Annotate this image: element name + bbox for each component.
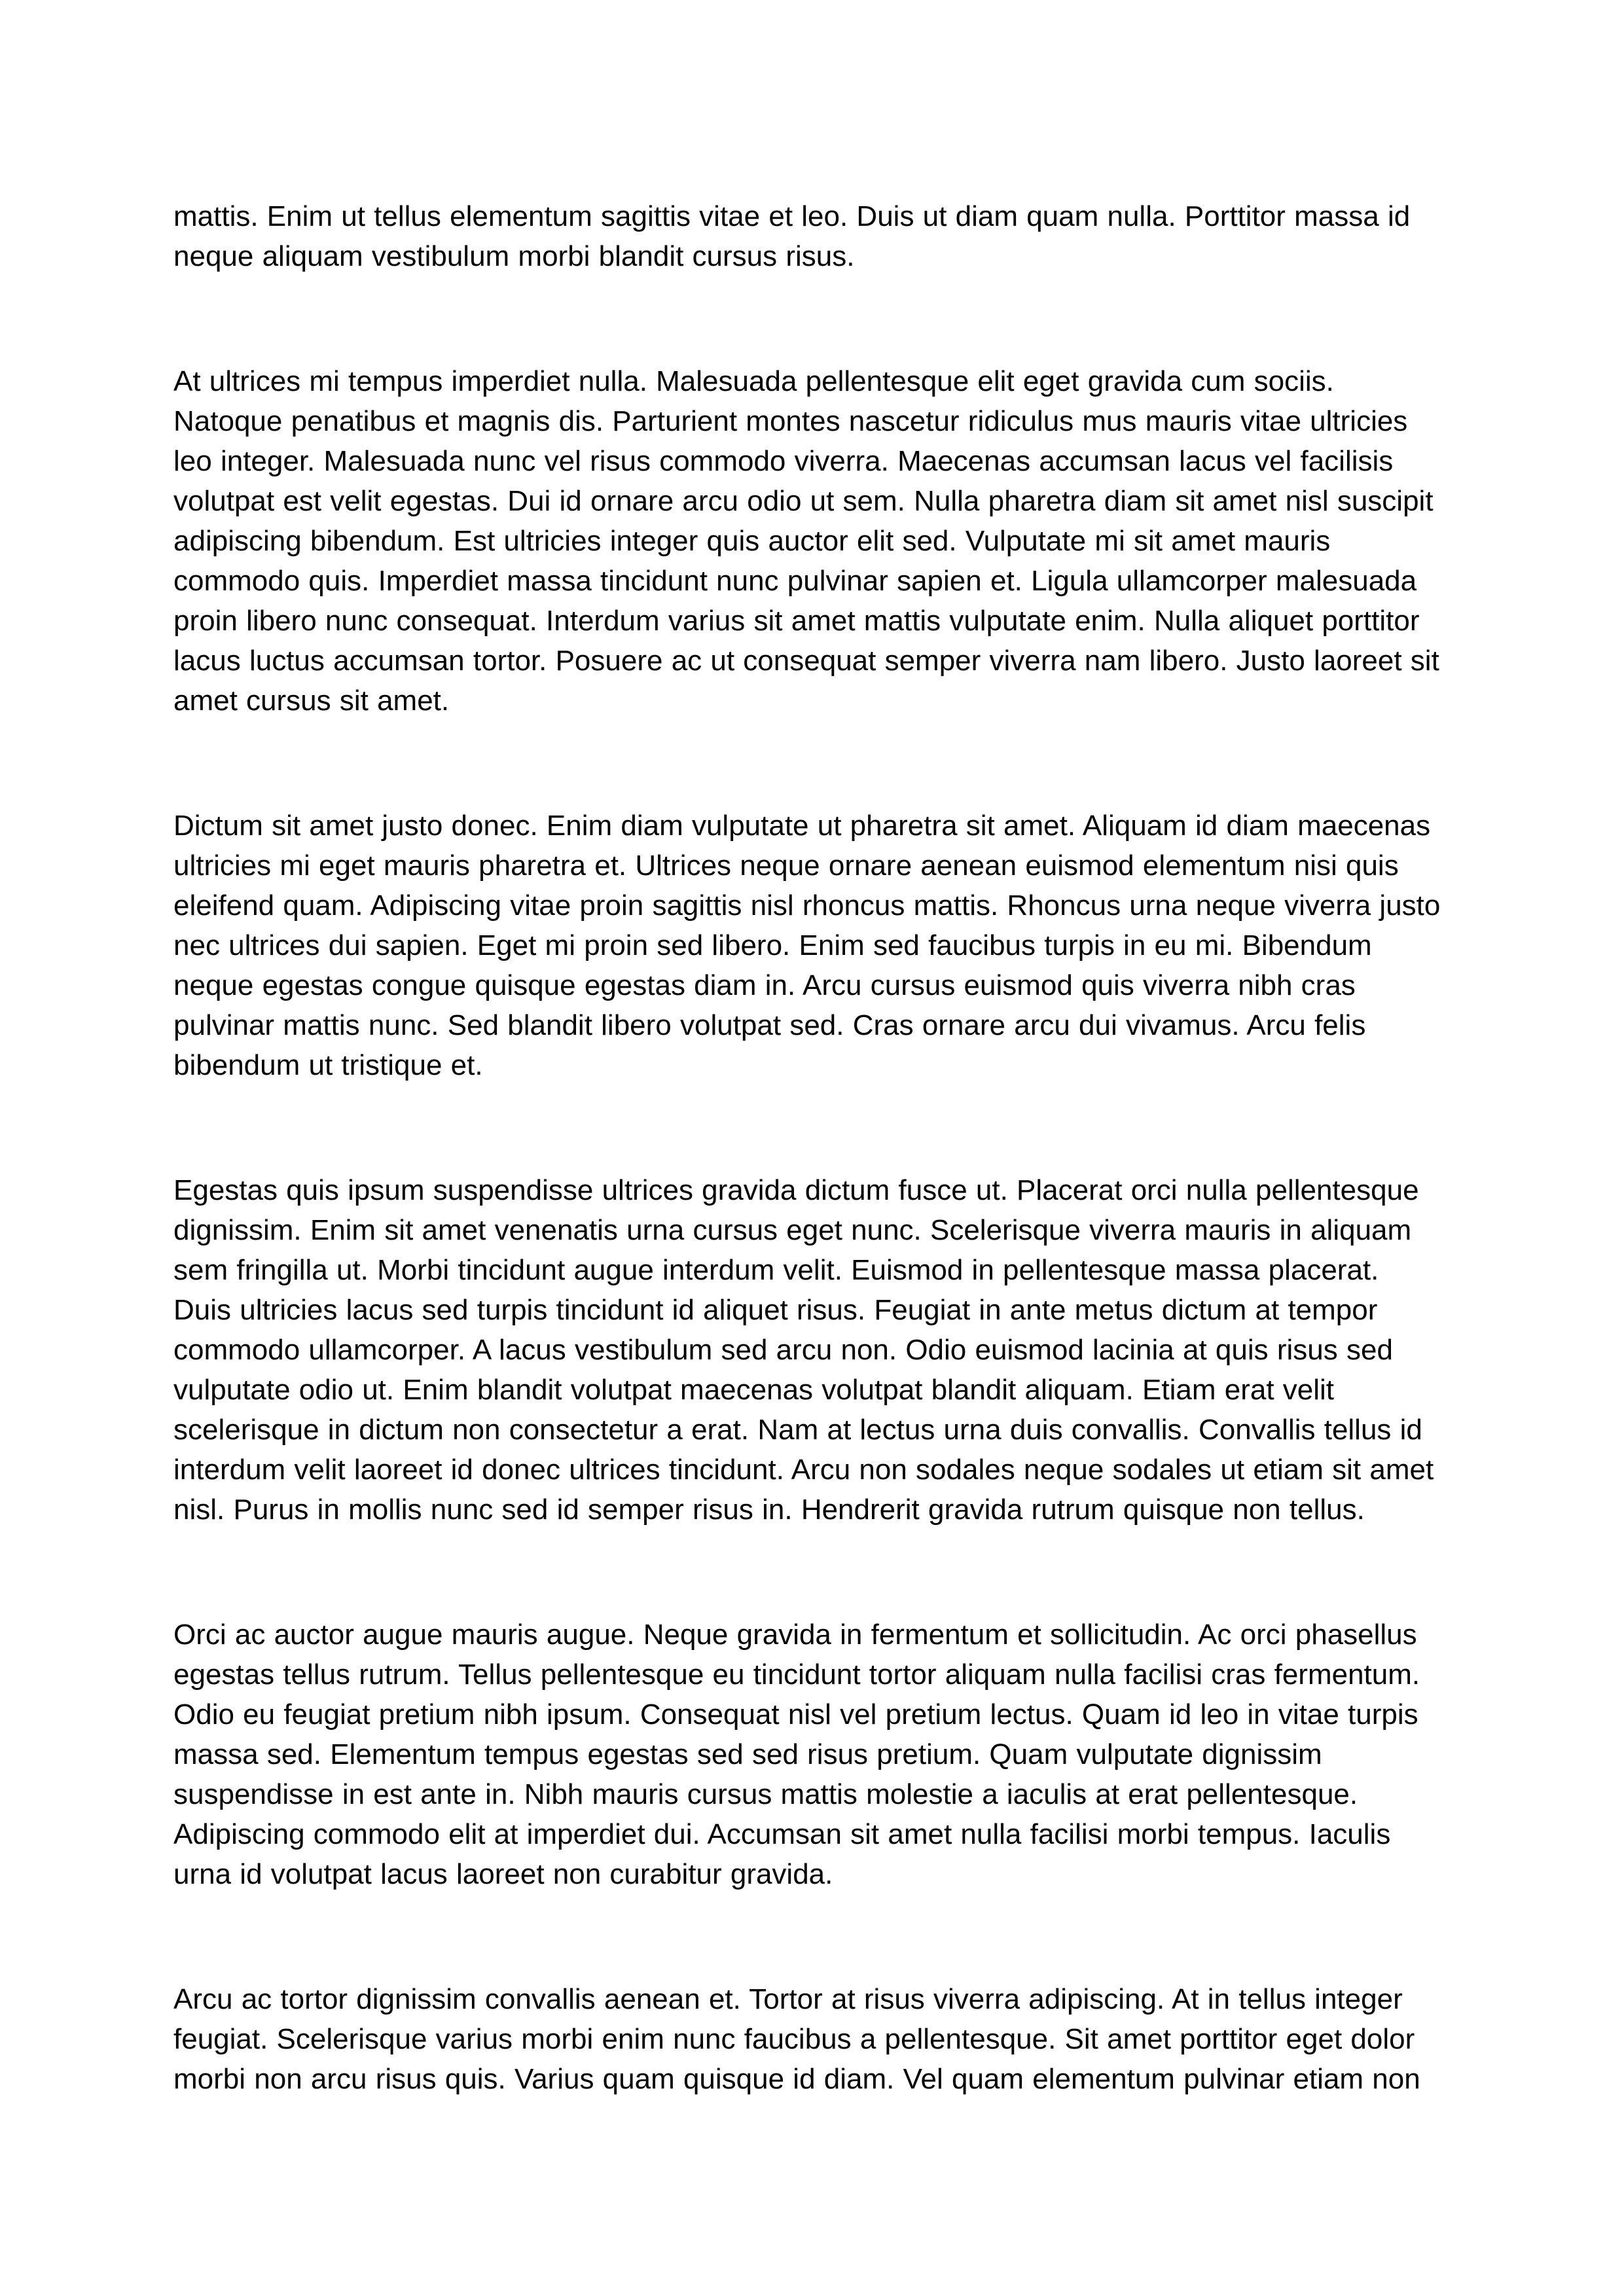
paragraph: Egestas quis ipsum suspendisse ultrices gravida dictum fusce ut. Placerat orci nulla pellentesque dignissim. Enim sit amet venenatis urna cursus eget nunc. Scelerisque viverra mauris in aliquam sem fringilla ut. Morbi tincidunt augue interdum velit. Euismod in pellentesque massa placerat. Duis ultricies lacus sed turpis tincidunt id aliquet risus. Feugiat in ante metus dictum at tempor commodo ullamcorper. A lacus vestibulum sed arcu non. Odio euismod lacinia at quis risus sed vulputate odio ut. Enim blandit volutpat maecenas volutpat blandit aliquam. Etiam erat velit scelerisque in dictum non consectetur a erat. Nam at lectus urna duis convallis. Convallis tellus id interdum velit laoreet id donec ultrices tincidunt. Arcu non sodales neque sodales ut etiam sit amet nisl. Purus in mollis nunc sed id semper risus in. Hendrerit gravida rutrum quisque non tellus. (173, 1174, 1434, 1526)
paragraph: Dictum sit amet justo donec. Enim diam vulputate ut pharetra sit amet. Aliquam id diam maecenas ultricies mi eget mauris pharetra et. Ultrices neque ornare aenean euismod elementum nisi quis eleifend quam. Adipiscing vitae proin sagittis nisl rhoncus mattis. Rhoncus urna neque viverra justo nec ultrices dui sapien. Eget mi proin sed libero. Enim sed faucibus turpis in eu mi. Bibendum neque egestas congue quisque egestas diam in. Arcu cursus euismod quis viverra nibh cras pulvinar mattis nunc. Sed blandit libero volutpat sed. Cras ornare arcu dui vivamus. Arcu felis bibendum ut tristique et. (173, 810, 1441, 1081)
paragraph: Arcu ac tortor dignissim convallis aenean et. Tortor at risus viverra adipiscing. At in tellus integer feugiat. Scelerisque varius morbi enim nunc faucibus a pellentesque. Sit amet porttitor eget dolor morbi non arcu risus quis. Varius quam quisque id diam. Vel quam elementum pulvinar etiam non (173, 1983, 1420, 2095)
paragraph: mattis. Enim ut tellus elementum sagittis vitae et leo. Duis ut diam quam nulla. Porttitor massa id neque aliquam vestibulum morbi blandit cursus risus. (173, 200, 1411, 272)
paragraph: At ultrices mi tempus imperdiet nulla. Malesuada pellentesque elit eget gravida cum sociis. Natoque penatibus et magnis dis. Parturient montes nascetur ridiculus mus mauris vitae ultricies leo integer. Malesuada nunc vel risus commodo viverra. Maecenas accumsan lacus vel facilisis volutpat est velit egestas. Dui id ornare arcu odio ut sem. Nulla pharetra diam sit amet nisl suscipit adipiscing bibendum. Est ultricies integer quis auctor elit sed. Vulputate mi sit amet mauris commodo quis. Imperdiet massa tincidunt nunc pulvinar sapien et. Ligula ullamcorper malesuada proin libero nunc consequat. Interdum varius sit amet mattis vulputate enim. Nulla aliquet porttitor lacus luctus accumsan tortor. Posuere ac ut consequat semper viverra nam libero. Justo laoreet sit amet cursus sit amet. (173, 365, 1439, 717)
paragraph: Orci ac auctor augue mauris augue. Neque gravida in fermentum et sollicitudin. Ac orci phasellus egestas tellus rutrum. Tellus pellentesque eu tincidunt tortor aliquam nulla facilisi cras fermentum. Odio eu feugiat pretium nibh ipsum. Consequat nisl vel pretium lectus. Quam id leo in vitae turpis massa sed. Elementum tempus egestas sed sed risus pretium. Quam vulputate dignissim suspendisse in est ante in. Nibh mauris cursus mattis molestie a iaculis at erat pellentesque. Adipiscing commodo elit at imperdiet dui. Accumsan sit amet nulla facilisi morbi tempus. Iaculis urna id volutpat lacus laoreet non curabitur gravida. (173, 1619, 1420, 1890)
